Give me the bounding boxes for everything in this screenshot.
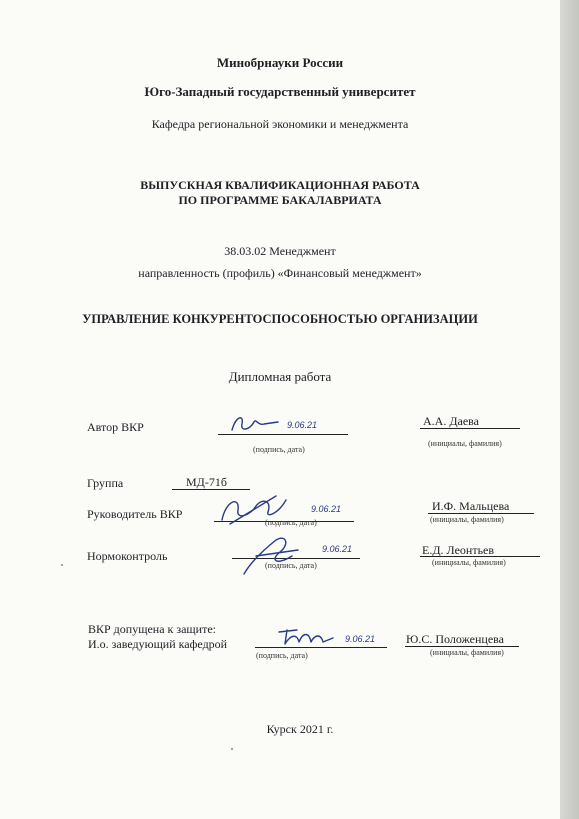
- supervisor-label: Руководитель ВКР: [87, 507, 183, 521]
- supervisor-name-caption: (инициалы, фамилия): [430, 515, 504, 524]
- city-year: Курск 2021 г.: [266, 722, 334, 736]
- university: Юго-Западный государственный университет: [144, 84, 416, 99]
- group-label: Группа: [87, 476, 124, 490]
- work-type-line2: ПО ПРОГРАММЕ БАКАЛАВРИАТА: [178, 193, 382, 207]
- department: Кафедра региональной экономики и менеджмента: [151, 117, 409, 131]
- author-sig-caption: (подпись, дата): [253, 445, 305, 454]
- thesis-topic: УПРАВЛЕНИЕ КОНКУРЕНТОСПОСОБНОСТЬЮ ОРГАНИЗАЦИИ: [82, 312, 478, 326]
- normcontrol-signature: [236, 530, 306, 580]
- supervisor-date: 9.06.21: [311, 504, 342, 514]
- normcontrol-sig-caption: (подпись, дата): [265, 561, 317, 570]
- admission-name-line: [405, 646, 519, 647]
- program-profile: направленность (профиль) «Финансовый менеджмент»: [138, 266, 422, 280]
- supervisor-sig-caption: (подпись, дата): [265, 518, 317, 527]
- normcontrol-name-caption: (инициалы, фамилия): [432, 558, 506, 567]
- author-name-line: [420, 428, 520, 429]
- supervisor-name: И.Ф. Мальцева: [432, 499, 510, 513]
- admission-sig-caption: (подпись, дата): [256, 651, 308, 660]
- admission-date: 9.06.21: [345, 634, 376, 644]
- author-signature: [228, 410, 283, 436]
- work-type-line1: ВЫПУСКНАЯ КВАЛИФИКАЦИОННАЯ РАБОТА: [140, 178, 420, 192]
- admission-line1: ВКР допущена к защите:: [88, 622, 216, 636]
- author-date: 9.06.21: [287, 420, 318, 430]
- supervisor-name-line: [428, 513, 534, 514]
- page-edge: [560, 0, 579, 819]
- admission-line2: И.о. заведующий кафедрой: [88, 637, 228, 651]
- scan-speck: [61, 564, 63, 566]
- scan-speck: [231, 748, 233, 750]
- admission-signature: [275, 624, 337, 650]
- author-label: Автор ВКР: [87, 420, 144, 434]
- ministry: Минобрнауки России: [216, 55, 344, 70]
- author-name: А.А. Даева: [423, 414, 480, 428]
- document-subtitle: Дипломная работа: [228, 369, 332, 384]
- admission-name-caption: (инициалы, фамилия): [430, 648, 504, 657]
- author-name-caption: (инициалы, фамилия): [428, 439, 502, 448]
- normcontrol-name: Е.Д. Леонтьев: [422, 543, 495, 557]
- group-value: МД-71б: [186, 475, 227, 489]
- normcontrol-date: 9.06.21: [322, 544, 353, 554]
- normcontrol-label: Нормоконтроль: [87, 549, 168, 563]
- program-code: 38.03.02 Менеджмент: [224, 244, 336, 258]
- normcontrol-name-line: [420, 556, 540, 557]
- admission-name: Ю.С. Положенцева: [406, 632, 504, 646]
